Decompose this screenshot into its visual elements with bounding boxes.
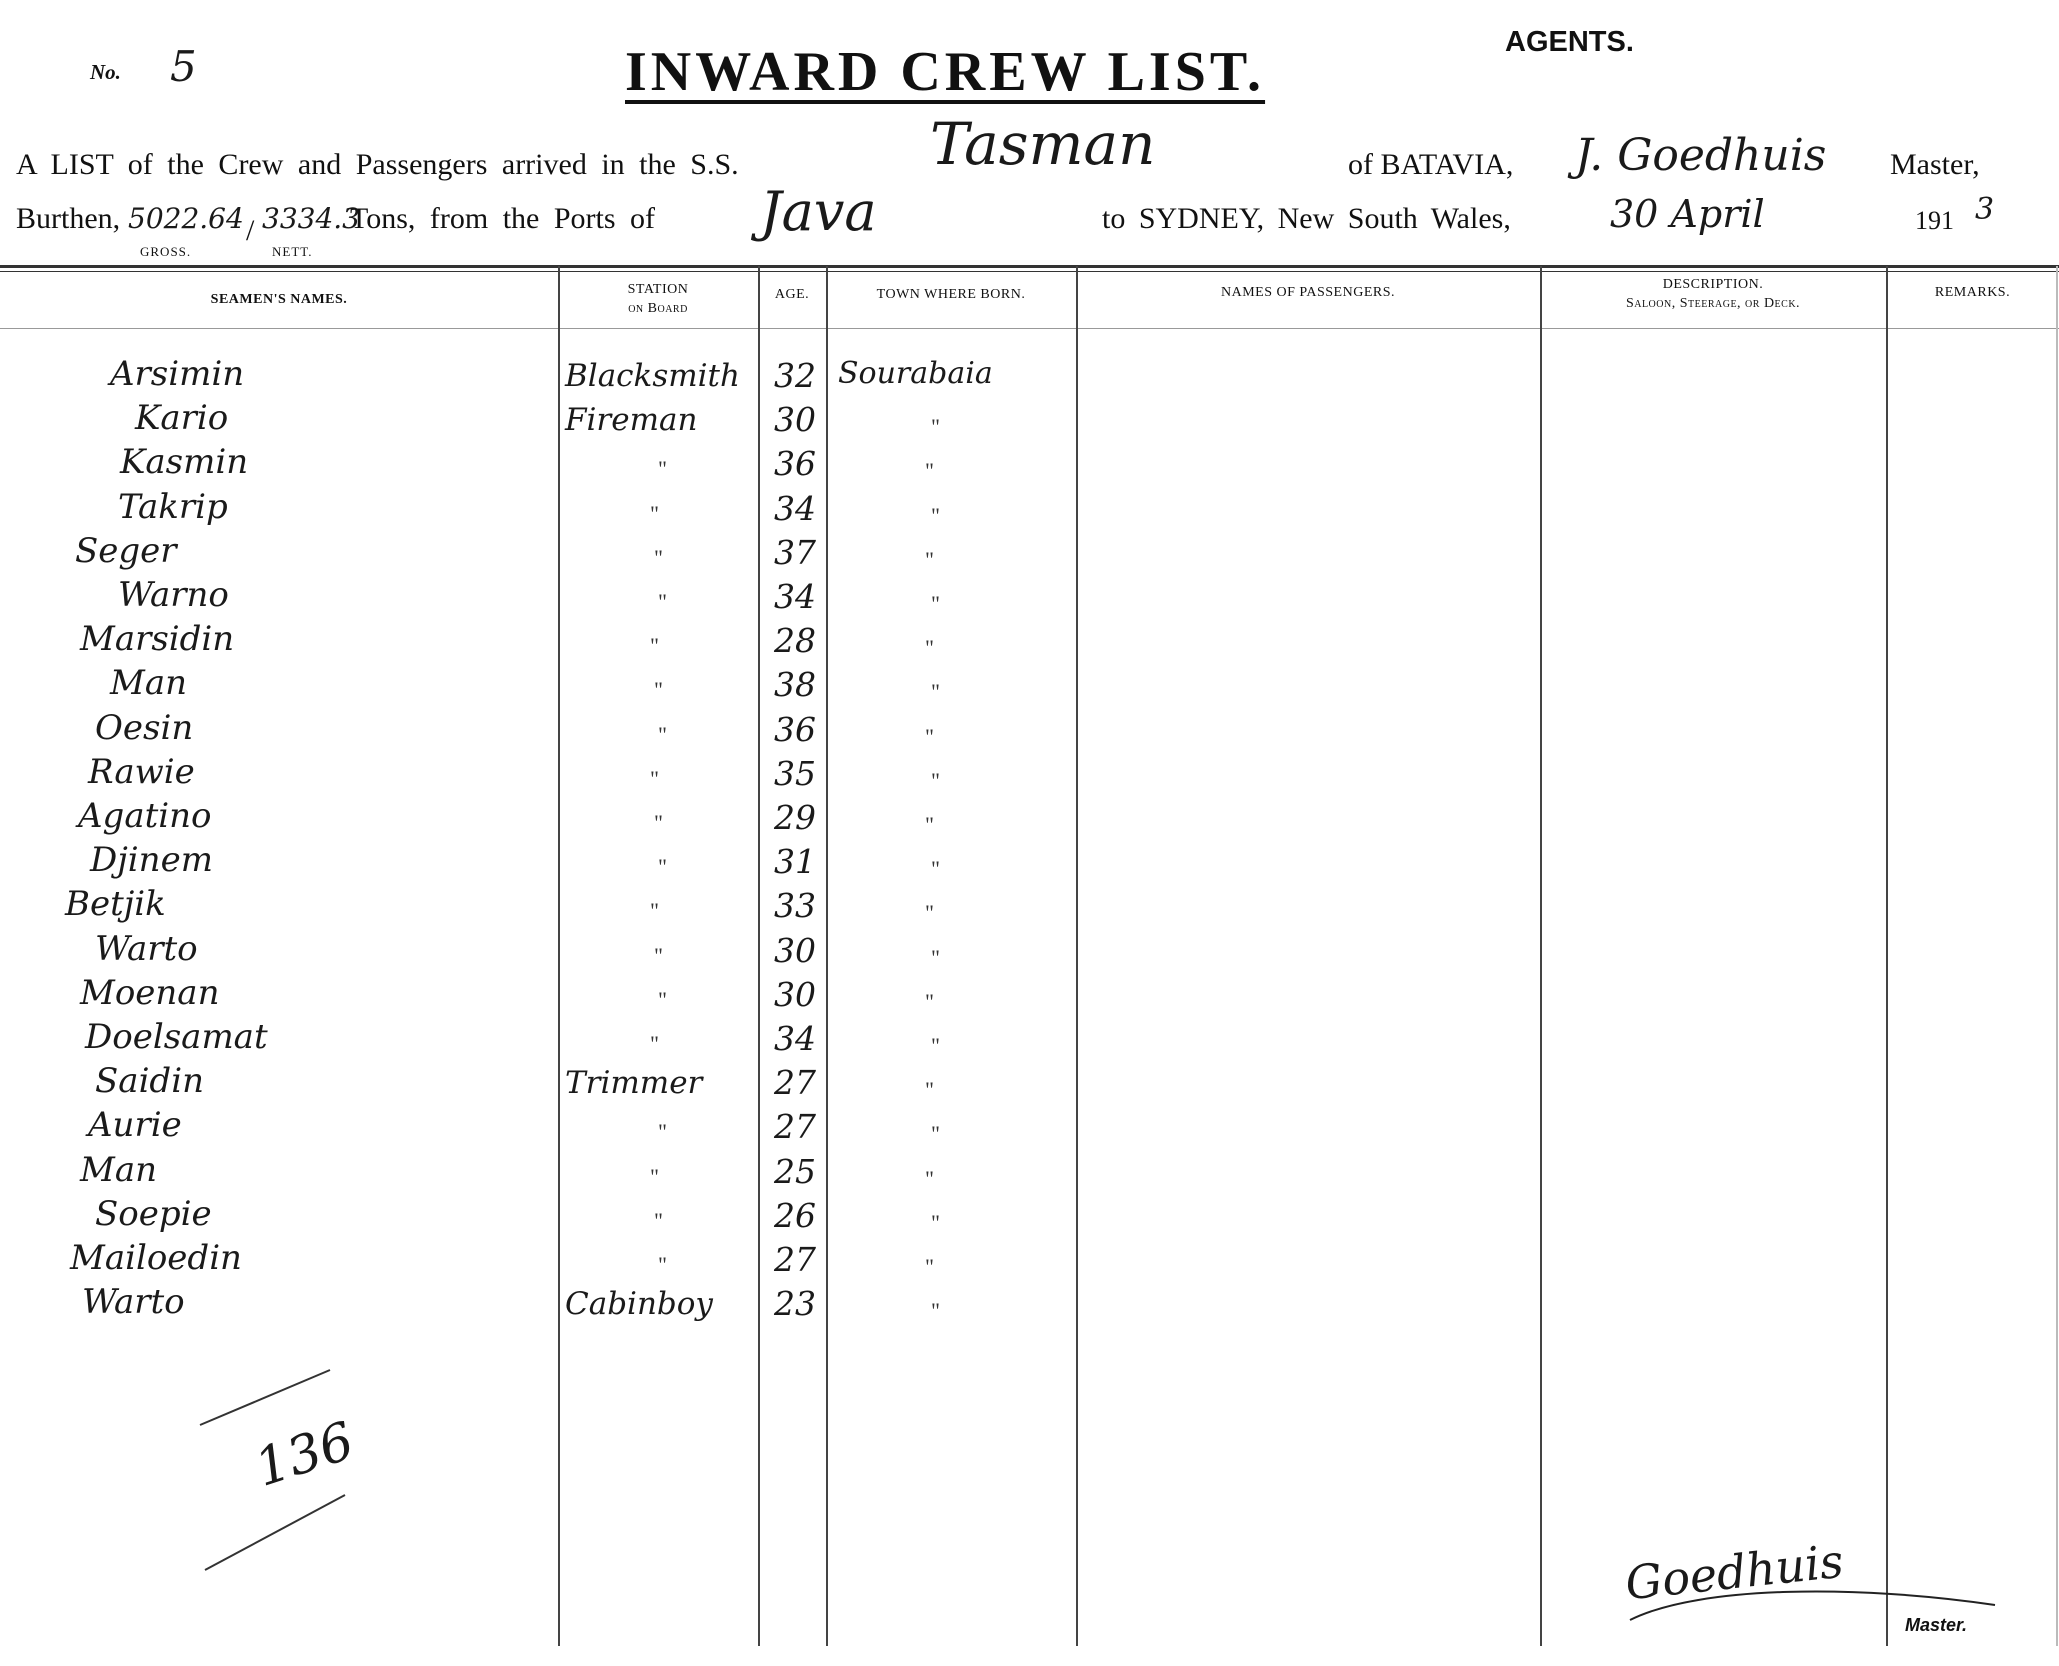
col-seamen-names: SEAMEN'S NAMES. — [210, 292, 348, 307]
crew-town-ditto: " — [931, 679, 940, 704]
crew-station-ditto: " — [654, 677, 663, 702]
crew-age: 30 — [774, 400, 816, 439]
ship-name: Tasman — [930, 110, 1156, 178]
crew-town-ditto: " — [925, 547, 934, 572]
col-station-line1: STATION — [627, 282, 689, 297]
crew-age: 28 — [774, 621, 816, 660]
gross-tonnage: 5022.64 — [128, 202, 244, 235]
master-label: Master, — [1890, 148, 1980, 181]
crew-name: Djinem — [90, 840, 213, 880]
crew-town-ditto: " — [925, 635, 934, 660]
crew-station-ditto: " — [658, 1119, 667, 1144]
crew-name: Mailoedin — [70, 1238, 242, 1278]
agents-label: AGENTS. — [1505, 26, 1634, 58]
year-prefix: 191 — [1915, 206, 1954, 235]
crew-station-ditto: " — [654, 943, 663, 968]
crew-age: 36 — [774, 444, 816, 483]
crew-town-ditto: " — [931, 856, 940, 881]
number-label: No. — [90, 60, 121, 84]
crew-name: Takrip — [118, 487, 228, 527]
crew-name: Kasmin — [120, 442, 249, 482]
list-intro-text: A LIST of the Crew and Passengers arrived in the S.S. — [16, 148, 739, 181]
crew-station: Trimmer — [565, 1065, 703, 1101]
col-description-line2: Saloon, Steerage, or Deck. — [1625, 296, 1801, 311]
crew-station-ditto: " — [650, 898, 659, 923]
crew-name: Seger — [75, 531, 177, 571]
crew-station-ditto: " — [650, 1164, 659, 1189]
crew-town-ditto: " — [925, 1077, 934, 1102]
crew-station-ditto: " — [654, 810, 663, 835]
crew-name: Betjik — [65, 884, 166, 924]
port-from: Java — [760, 180, 877, 243]
col-passenger-names: NAMES OF PASSENGERS. — [1220, 285, 1396, 300]
crew-age: 31 — [774, 842, 816, 881]
crew-name: Man — [80, 1150, 157, 1190]
crew-name: Agatino — [78, 796, 212, 836]
crew-town-ditto: " — [925, 458, 934, 483]
crew-station-ditto: " — [658, 722, 667, 747]
crew-age: 29 — [774, 798, 816, 837]
list-number: 5 — [170, 42, 197, 91]
crew-age: 27 — [774, 1107, 816, 1146]
crew-station: Fireman — [565, 402, 698, 438]
crew-age: 38 — [774, 665, 816, 704]
crew-town-ditto: " — [931, 945, 940, 970]
crew-age: 30 — [774, 931, 816, 970]
nett-label: NETT. — [272, 244, 313, 259]
col-town-born: TOWN WHERE BORN. — [876, 287, 1026, 302]
crew-name: Warto — [82, 1282, 185, 1322]
crew-name: Aurie — [88, 1105, 182, 1145]
crew-town: Sourabaia — [838, 356, 993, 391]
crew-name: Oesin — [95, 708, 194, 748]
crew-name: Warno — [118, 575, 229, 615]
crew-age: 25 — [774, 1152, 816, 1191]
tally-stroke-lower — [205, 1495, 345, 1570]
crew-station-ditto: " — [658, 1252, 667, 1277]
crew-town-ditto: " — [925, 900, 934, 925]
crew-station-ditto: " — [658, 987, 667, 1012]
crew-name: Warto — [95, 929, 198, 969]
crew-age: 36 — [774, 710, 816, 749]
crew-station-ditto: " — [654, 1208, 663, 1233]
crew-age: 27 — [774, 1063, 816, 1102]
crew-age: 27 — [774, 1240, 816, 1279]
port-of-registry: of BATAVIA, — [1348, 148, 1514, 181]
crew-station: Cabinboy — [565, 1286, 713, 1322]
crew-station: Blacksmith — [565, 358, 740, 394]
crew-town-ditto: " — [931, 1298, 940, 1323]
crew-station-ditto: " — [658, 854, 667, 879]
arrival-date: 30 April — [1610, 192, 1765, 236]
crew-age: 30 — [774, 975, 816, 1014]
crew-name: Saidin — [95, 1061, 204, 1101]
crew-name: Marsidin — [80, 619, 235, 659]
crew-town-ditto: " — [931, 591, 940, 616]
crew-town-ditto: " — [931, 1121, 940, 1146]
crew-name: Moenan — [80, 973, 220, 1013]
crew-station-ditto: " — [658, 589, 667, 614]
crew-age: 37 — [774, 533, 816, 572]
crew-town-ditto: " — [925, 989, 934, 1014]
crew-name: Kario — [135, 398, 229, 438]
crew-station-ditto: " — [650, 1031, 659, 1056]
crew-station-ditto: " — [650, 501, 659, 526]
crew-town-ditto: " — [925, 812, 934, 837]
gross-label: GROSS. — [140, 244, 192, 259]
master-signature-label: Master. — [1905, 1615, 1968, 1635]
tons-label: Tons, from the Ports of — [350, 202, 656, 235]
crew-town-ditto: " — [925, 1166, 934, 1191]
year-suffix: 3 — [1975, 192, 1995, 227]
crew-name: Arsimin — [110, 354, 245, 394]
crew-town-ditto: " — [931, 1033, 940, 1058]
master-signature: Goedhuis — [1622, 1533, 1846, 1611]
destination-text: to SYDNEY, New South Wales, — [1102, 202, 1511, 235]
crew-town-ditto: " — [925, 1254, 934, 1279]
crew-age: 32 — [774, 356, 816, 395]
tally-stroke-upper — [200, 1370, 330, 1425]
nett-tonnage: 3334.3 — [262, 202, 360, 235]
crew-age: 34 — [774, 1019, 816, 1058]
crew-age: 26 — [774, 1196, 816, 1235]
crew-age: 33 — [774, 886, 816, 925]
col-description-line1: DESCRIPTION. — [1662, 277, 1764, 292]
crew-station-ditto: " — [650, 766, 659, 791]
master-name: J. Goedhuis — [1575, 130, 1827, 181]
crew-town-ditto: " — [931, 768, 940, 793]
crew-town-ditto: " — [931, 503, 940, 528]
crew-station-ditto: " — [654, 545, 663, 570]
crew-town-ditto: " — [931, 1210, 940, 1235]
crew-station-ditto: " — [650, 633, 659, 658]
crew-station-ditto: " — [658, 456, 667, 481]
crew-age: 23 — [774, 1284, 816, 1323]
col-station-line2: on Board — [628, 301, 688, 316]
crew-age: 34 — [774, 489, 816, 528]
crew-name: Soepie — [95, 1194, 212, 1234]
crew-name: Doelsamat — [85, 1017, 268, 1057]
crew-town-ditto: " — [925, 724, 934, 749]
tally-mark: 136 — [248, 1411, 362, 1499]
crew-age: 34 — [774, 577, 816, 616]
crew-town-ditto: " — [931, 414, 940, 439]
burthen-label: Burthen, — [16, 202, 121, 235]
col-remarks: REMARKS. — [1934, 285, 2011, 300]
page-title: INWARD CREW LIST. — [625, 41, 1266, 103]
col-age: AGE. — [774, 287, 810, 302]
crew-age: 35 — [774, 754, 816, 793]
crew-name: Man — [110, 663, 187, 703]
crew-name: Rawie — [88, 752, 195, 792]
